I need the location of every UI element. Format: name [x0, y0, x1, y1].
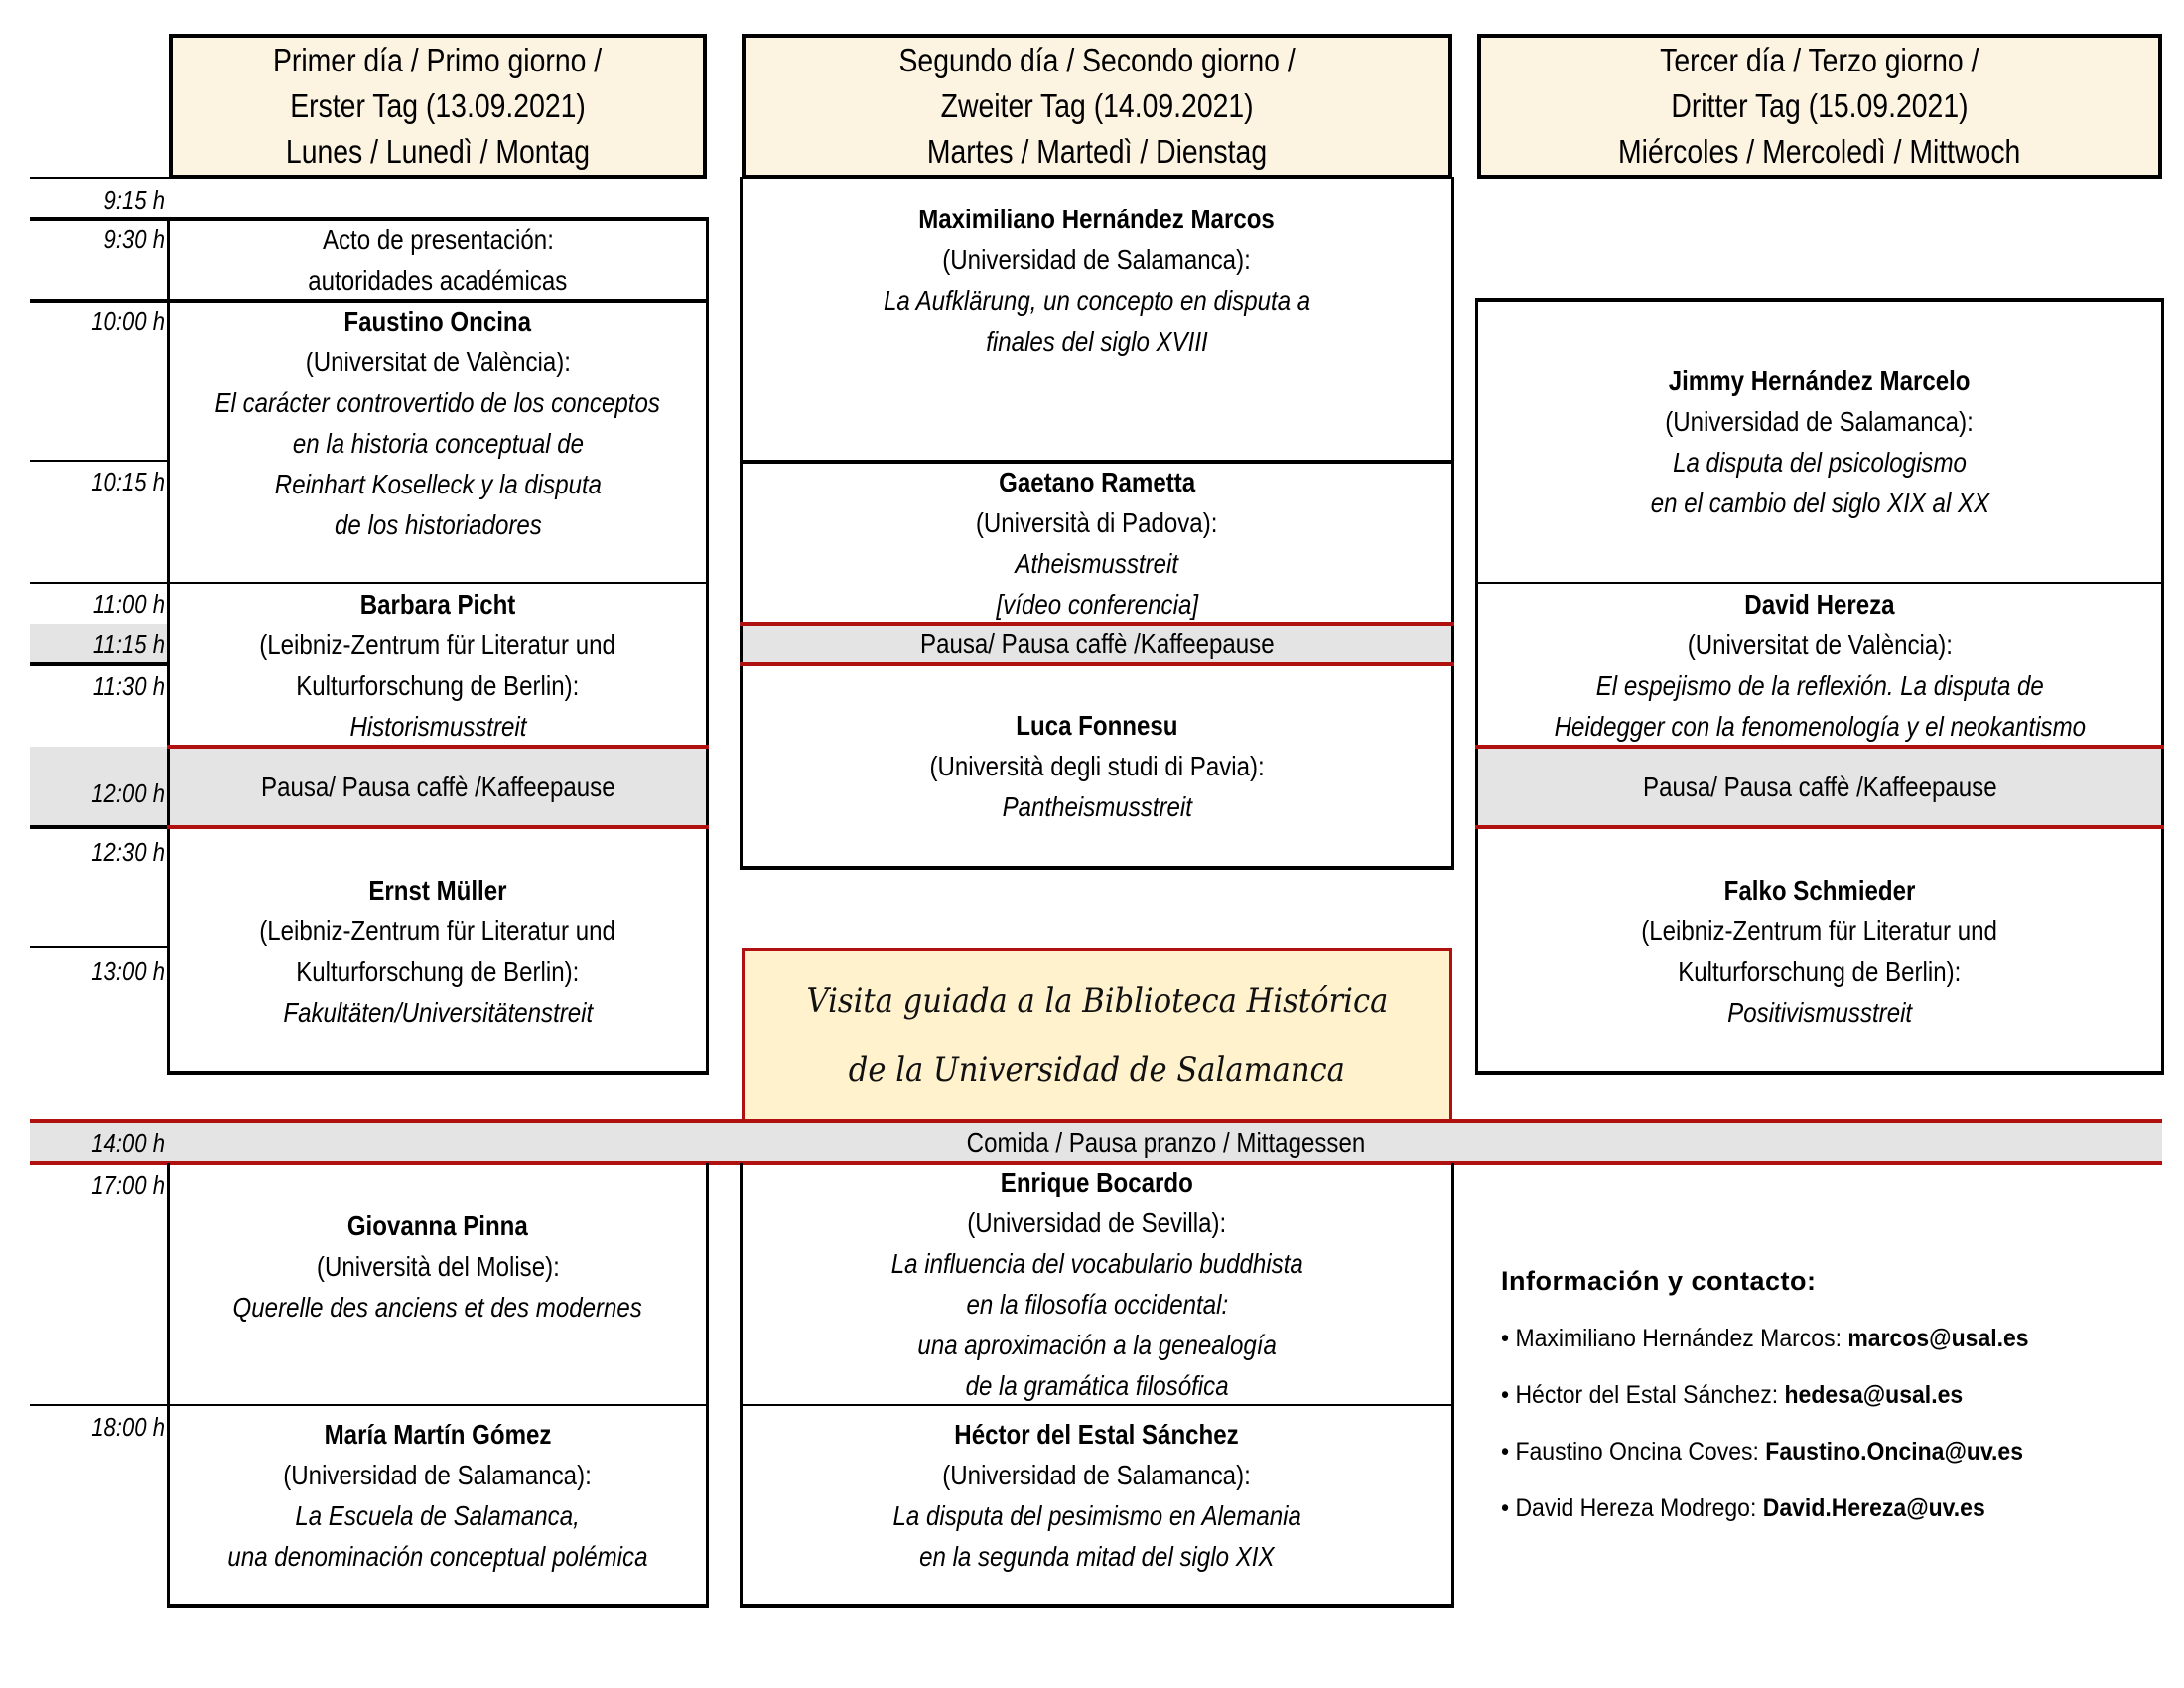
speaker-affiliation: (Leibniz-Zentrum für Literatur und — [259, 915, 616, 946]
talk-title: en la historia conceptual de — [292, 428, 584, 459]
speaker-affiliation: (Universitat de València): — [1687, 630, 1953, 660]
time-1000: 10:00 h — [91, 306, 165, 336]
time-1115: 11:15 h — [92, 630, 165, 659]
talk-hector-del-estal — [742, 1406, 1452, 1585]
day2-header-line3: Martes / Martedì / Dienstag — [926, 133, 1268, 170]
talk-maria-martin-gomez — [169, 1406, 707, 1585]
time-0915: 9:15 h — [103, 185, 165, 214]
talk-title: La Aufklärung, un concepto en disputa a — [883, 285, 1311, 316]
talk-falko-schmieder — [1477, 829, 2162, 1073]
talk-gaetano-rametta — [742, 464, 1452, 623]
time-1800: 18:00 h — [91, 1412, 165, 1442]
coffee-break-day3 — [1477, 749, 2162, 825]
time-1300: 13:00 h — [91, 956, 165, 986]
talk-title: La influencia del vocabulario buddhista — [890, 1248, 1303, 1279]
talk-ernst-muller — [169, 829, 707, 1073]
time-1015: 10:15 h — [91, 467, 165, 496]
time-1400: 14:00 h — [91, 1128, 165, 1158]
library-visit-line: de la Universidad de Salamanca — [848, 1051, 1346, 1090]
speaker-name: Luca Fonnesu — [1016, 709, 1178, 741]
talk-title: finales del siglo XVIII — [986, 326, 1208, 356]
contact-title: Información y contacto: — [1501, 1266, 1817, 1296]
speaker-name: Héctor del Estal Sánchez — [954, 1419, 1240, 1450]
coffee-break-day2 — [742, 626, 1452, 662]
day1-header-line1: Primer día / Primo giorno / — [273, 42, 603, 78]
speaker-affiliation: (Universitat de València): — [305, 347, 571, 377]
contact-name: David Hereza Modrego: — [1515, 1494, 1763, 1522]
talk-faustino-oncina — [169, 301, 707, 540]
day1-header — [169, 34, 707, 179]
talk-enrique-bocardo — [742, 1163, 1452, 1405]
day1-header-line2: Erster Tag (13.09.2021) — [290, 87, 586, 124]
coffee-break-label: Pausa/ Pausa caffè /Kaffeepause — [919, 629, 1275, 659]
contact-email[interactable]: David.Hereza@uv.es — [1762, 1494, 1985, 1522]
speaker-name: Gaetano Rametta — [998, 467, 1196, 497]
talk-title: La disputa del pesimismo en Alemania — [892, 1500, 1301, 1531]
time-1100: 11:00 h — [92, 589, 165, 619]
speaker-affiliation: (Universidad de Sevilla): — [967, 1207, 1227, 1238]
opening-line: Acto de presentación: — [322, 223, 554, 255]
timeline-line — [30, 825, 169, 829]
day1-header-line3: Lunes / Lunedì / Montag — [285, 133, 591, 170]
talk-title: Pantheismusstreit — [1002, 790, 1192, 822]
speaker-name: Enrique Bocardo — [1000, 1167, 1194, 1197]
talk-title: Historismusstreit — [349, 711, 526, 742]
timeline-line — [30, 946, 169, 948]
lunch-break-label: Comida / Pausa pranzo / Mittagessen — [966, 1126, 1365, 1158]
contact-name: Faustino Oncina Coves: — [1515, 1438, 1766, 1466]
bullet-icon: • — [1501, 1381, 1516, 1409]
contact-section — [1501, 1261, 2176, 1537]
speaker-affiliation: Kulturforschung de Berlin): — [1678, 956, 1962, 987]
talk-title: La disputa del psicologismo — [1673, 447, 1967, 478]
timeline-line — [30, 460, 169, 462]
speaker-affiliation: (Università di Padova): — [976, 507, 1218, 538]
bullet-icon: • — [1501, 1438, 1516, 1466]
coffee-break-day1 — [169, 749, 707, 825]
day2-header — [742, 34, 1452, 179]
speaker-name: Ernst Müller — [368, 875, 507, 906]
timeline-line — [30, 299, 169, 303]
time-1700: 17:00 h — [91, 1170, 165, 1199]
coffee-break-label: Pausa/ Pausa caffè /Kaffeepause — [1642, 772, 1997, 802]
day3-header-line1: Tercer día / Terzo giorno / — [1660, 42, 1979, 78]
talk-title: Atheismusstreit — [1015, 548, 1179, 579]
contact-name: Maximiliano Hernández Marcos: — [1515, 1325, 1848, 1352]
talk-barbara-picht — [169, 584, 707, 747]
talk-luca-fonnesu — [742, 666, 1452, 865]
speaker-name: Giovanna Pinna — [347, 1209, 528, 1241]
speaker-affiliation: (Leibniz-Zentrum für Literatur und — [259, 630, 616, 660]
talk-jimmy-hernandez — [1477, 302, 2162, 582]
opening-line: autoridades académicas — [308, 264, 568, 296]
day3-header-line2: Dritter Tag (15.09.2021) — [1671, 87, 1969, 124]
contact-item — [1501, 1480, 2122, 1537]
talk-title: de los historiadores — [334, 509, 542, 540]
talk-title: Reinhart Koselleck y la disputa — [274, 469, 602, 499]
talk-title: en la segunda mitad del siglo XIX — [919, 1541, 1275, 1572]
opening-ceremony — [169, 219, 707, 300]
speaker-affiliation: (Universidad de Salamanca): — [1665, 406, 1975, 437]
talk-title: El carácter controvertido de los conceptos — [214, 387, 661, 418]
speaker-name: Barbara Picht — [359, 589, 516, 620]
day3-header-line3: Miércoles / Mercoledì / Mittwoch — [1618, 133, 2021, 170]
talk-title: una aproximación a la genealogía — [917, 1330, 1277, 1360]
contact-item — [1501, 1424, 2122, 1480]
talk-title: una denominación conceptual polémica — [227, 1541, 648, 1572]
speaker-affiliation: Kulturforschung de Berlin): — [296, 670, 580, 701]
speaker-name: Faustino Oncina — [343, 306, 532, 337]
time-1200: 12:00 h — [91, 778, 165, 808]
speaker-affiliation: (Universidad de Salamanca): — [283, 1460, 593, 1490]
talk-title: en la filosofía occidental: — [966, 1289, 1228, 1320]
time-1230: 12:30 h — [91, 837, 165, 867]
speaker-affiliation: Kulturforschung de Berlin): — [296, 956, 580, 987]
contact-item — [1501, 1367, 2122, 1424]
talk-title: Fakultäten/Universitätenstreit — [283, 997, 593, 1028]
speaker-affiliation: (Universidad de Salamanca): — [942, 1460, 1252, 1490]
talk-maximiliano-hernandez — [742, 199, 1452, 407]
contact-email[interactable]: marcos@usal.es — [1847, 1325, 2029, 1352]
talk-giovanna-pinna — [169, 1167, 707, 1365]
timeline-line — [30, 217, 169, 221]
bullet-icon: • — [1501, 1494, 1516, 1522]
talk-note: [vídeo conferencia] — [996, 589, 1198, 620]
day2-header-line2: Zweiter Tag (14.09.2021) — [940, 87, 1254, 124]
time-1130: 11:30 h — [92, 671, 165, 701]
coffee-break-label: Pausa/ Pausa caffè /Kaffeepause — [260, 772, 615, 802]
timeline-line — [30, 582, 169, 584]
speaker-affiliation: (Università del Molise): — [316, 1250, 560, 1282]
day3-header — [1477, 34, 2162, 179]
day2-header-line1: Segundo día / Secondo giorno / — [898, 42, 1296, 78]
bullet-icon: • — [1501, 1325, 1516, 1352]
speaker-affiliation: (Universidad de Salamanca): — [942, 244, 1252, 275]
time-0930: 9:30 h — [103, 224, 165, 254]
contact-name: Héctor del Estal Sánchez: — [1515, 1381, 1785, 1409]
speaker-affiliation: (Leibniz-Zentrum für Literatur und — [1641, 915, 1998, 946]
lunch-break — [169, 1123, 2162, 1161]
talk-title: en el cambio del siglo XIX al XX — [1650, 488, 1989, 518]
talk-title: El espejismo de la reflexión. La disputa de — [1595, 670, 2044, 701]
talk-title: Querelle des anciens et des modernes — [232, 1291, 643, 1323]
speaker-name: María Martín Gómez — [324, 1419, 552, 1450]
contact-email[interactable]: Faustino.Oncina@uv.es — [1765, 1438, 2024, 1466]
timeline-line — [30, 1404, 169, 1406]
talk-title: La Escuela de Salamanca, — [295, 1500, 581, 1531]
speaker-name: Falko Schmieder — [1723, 875, 1916, 906]
talk-david-hereza — [1477, 584, 2162, 747]
talk-title: Heidegger con la fenomenología y el neokantismo — [1554, 711, 2086, 742]
timeline-line — [30, 177, 169, 179]
speaker-affiliation: (Università degli studi di Pavia): — [929, 750, 1265, 781]
talk-title: Positivismusstreit — [1726, 997, 1912, 1028]
contact-item — [1501, 1311, 2122, 1367]
timeline-line — [30, 662, 169, 666]
speaker-name: Jimmy Hernández Marcelo — [1669, 365, 1971, 396]
talk-title: de la gramática filosófica — [965, 1370, 1229, 1401]
contact-email[interactable]: hedesa@usal.es — [1784, 1381, 1964, 1409]
speaker-name: Maximiliano Hernández Marcos — [918, 204, 1276, 234]
library-visit — [742, 948, 1452, 1123]
library-visit-line: Visita guiada a la Biblioteca Histórica — [806, 981, 1388, 1021]
speaker-name: David Hereza — [1744, 589, 1895, 620]
